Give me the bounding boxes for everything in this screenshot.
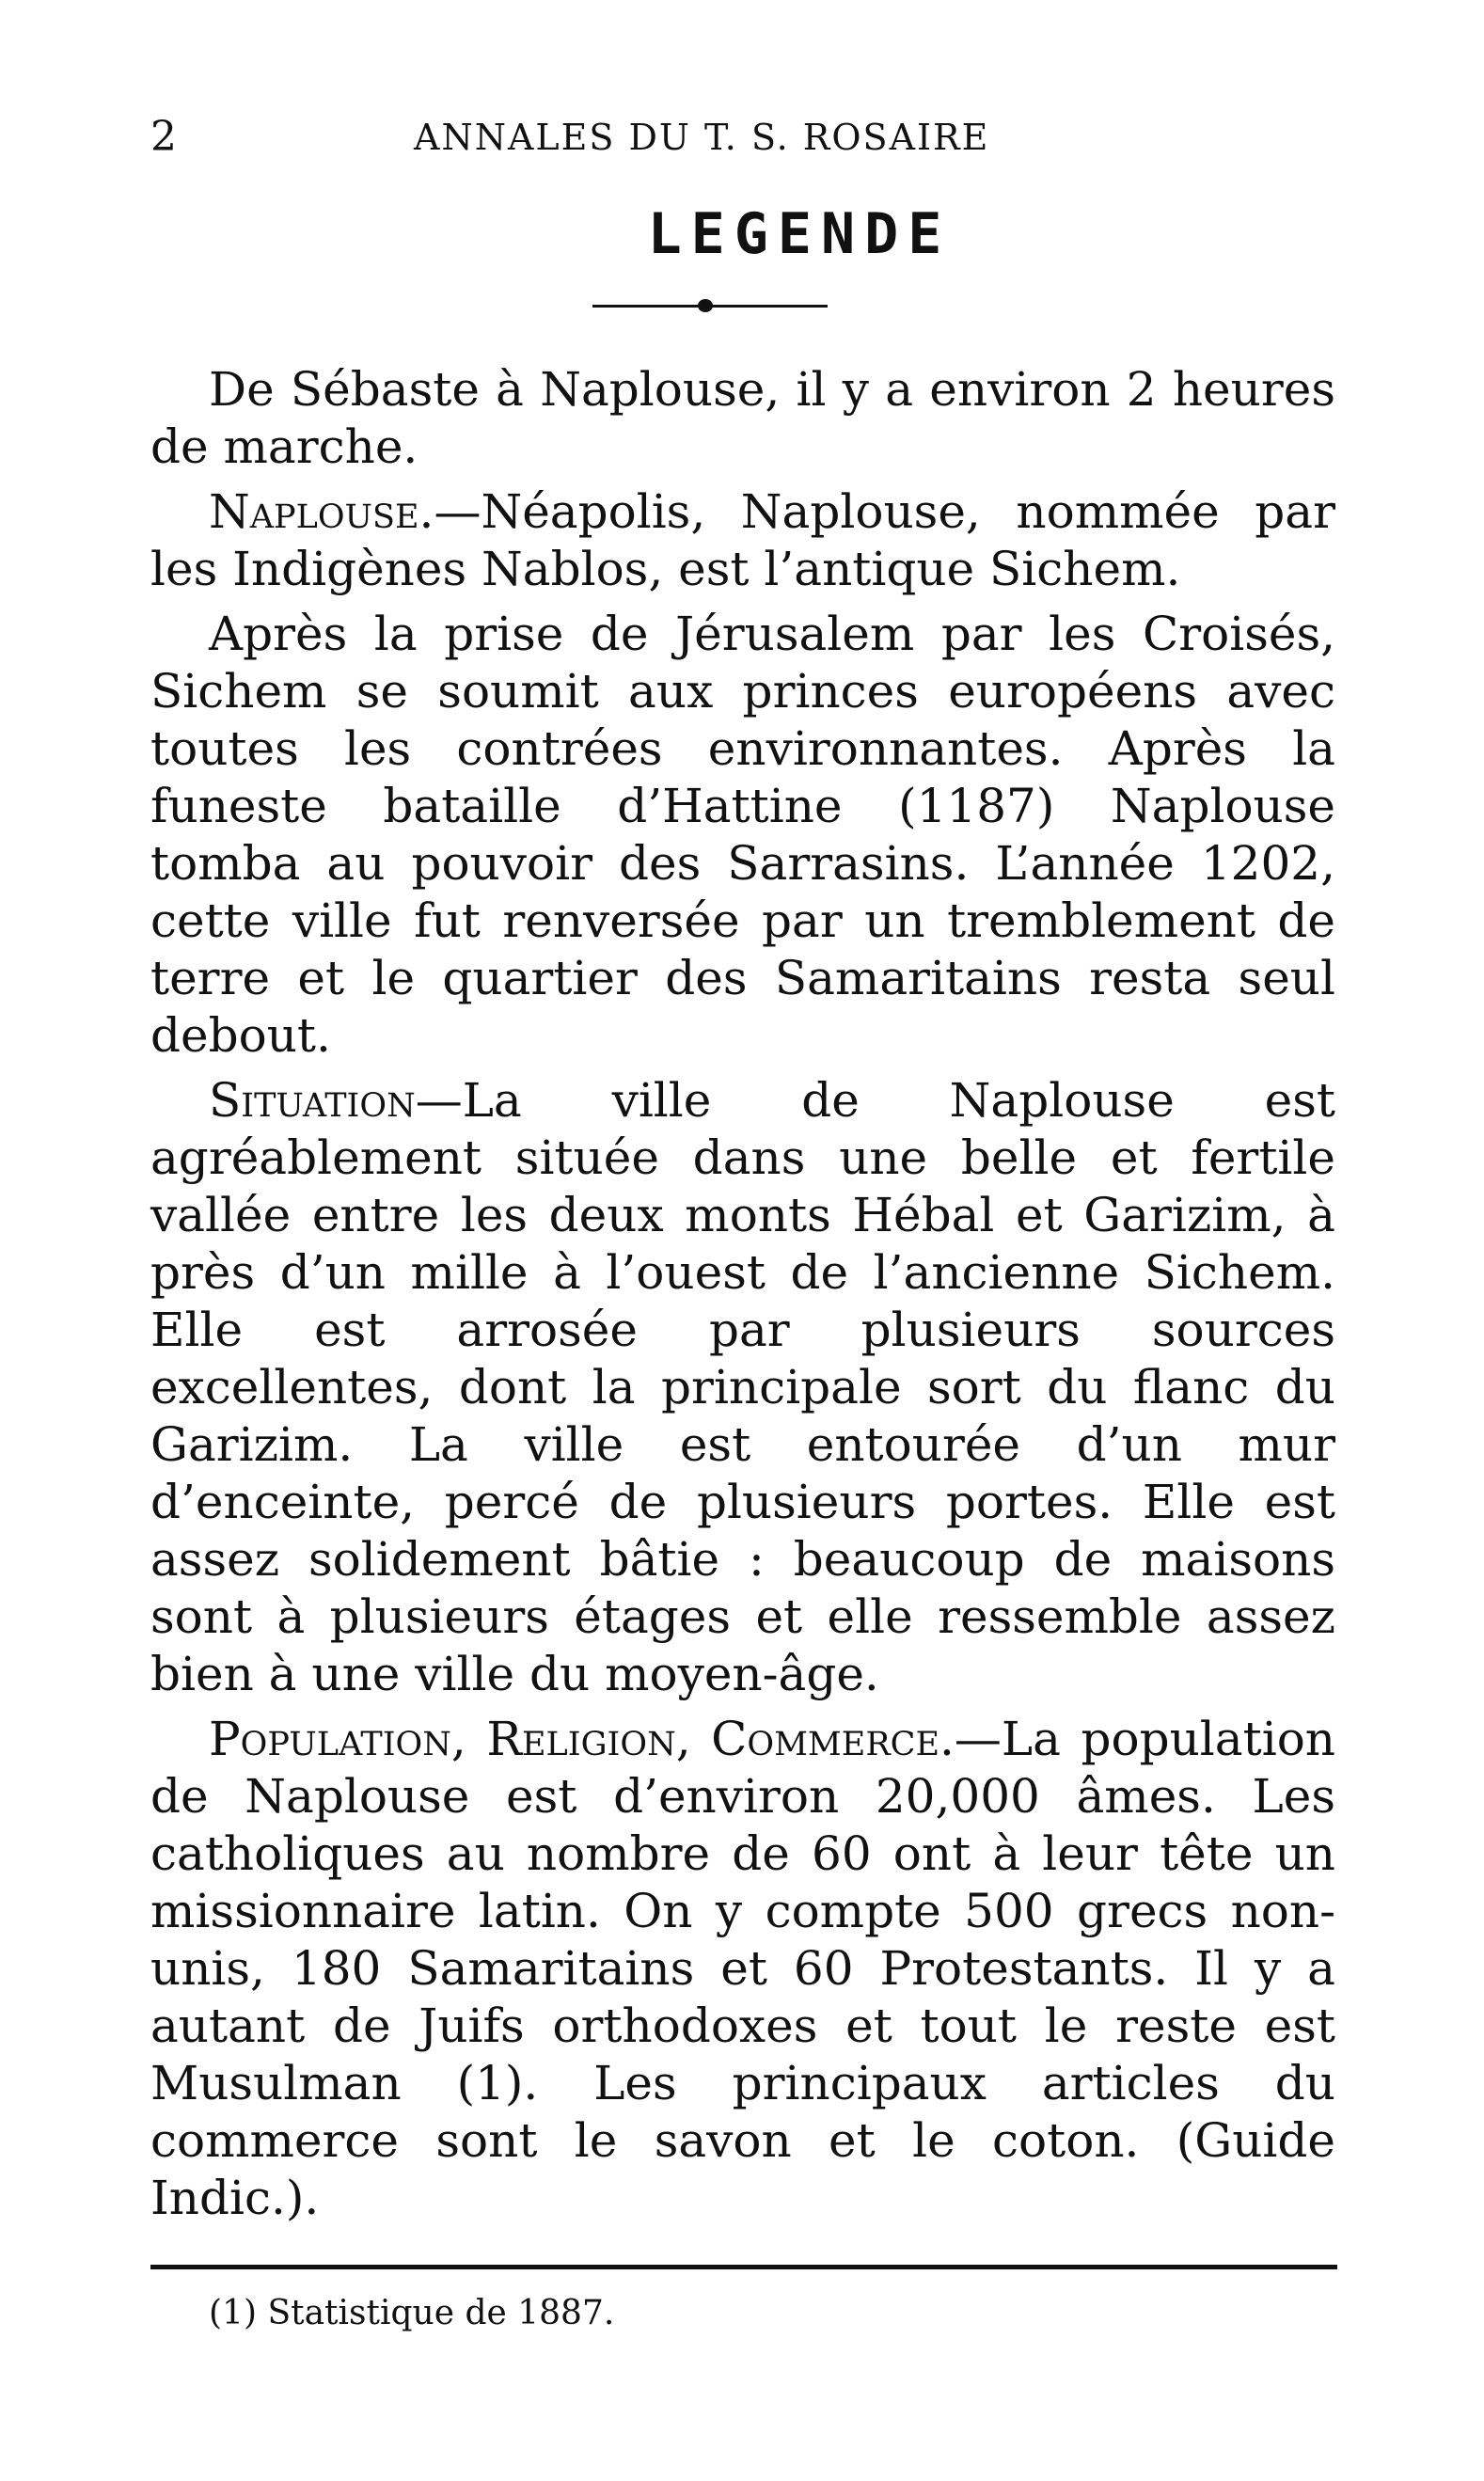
paragraph-lead: Population, Religion, Commerce. [209,1712,955,1766]
footnote: (1) Statistique de 1887. [209,2294,615,2332]
running-title: ANNALES DU T. S. ROSAIRE [414,117,990,158]
paragraph-situation [150,1072,1335,1703]
paragraph-naplouse [150,483,1335,598]
paragraph-lead: Naplouse. [209,484,434,539]
paragraph-text: —La ville de Naplouse est agréablement située dans une belle et fertile vallée entre les deux monts Hébal et Garizim, à près d’un mille à l’ouest de l’ancienne Sichem. Elle est arrosée par plusieurs sources excellentes, dont la principale sort du flanc du Garizim. La ville est entourée d’un mur d’enceinte, percé de plusieurs portes. Elle est assez solidement bâtie : beaucoup de maisons sont à plusieurs étages et elle ressemble assez bien à une ville du moyen-âge. [150,1073,1335,1701]
running-head [150,113,1335,169]
paragraph-text: De Sébaste à Naplouse, il y a environ 2 heures de marche. [150,362,1335,474]
title-ornament [592,299,828,312]
paragraph-history [150,606,1335,1065]
paragraph-lead: Situation [209,1073,416,1128]
page-number: 2 [150,113,179,161]
paragraph-intro [150,361,1335,476]
page [150,113,1335,2332]
ornament-dot [698,299,713,312]
paragraph-population [150,1711,1335,2227]
paragraph-text: —La population de Naplouse est d’environ 20,000 âmes. Les catholiques au nombre de 60 ont à leur tête un missionnaire latin. On y compte 500 grecs non-unis, 180 Samaritains et 60 Protestants. Il y a autant de Juifs orthodoxes et tout le reste est Musulman (1). Les principaux articles du commerce sont le savon et le coton. (Guide Indic.). [150,1712,1335,2225]
section-title: LEGENDE [647,201,952,267]
footnote-rule [150,2265,1337,2269]
paragraph-text: —Néapolis, Naplouse, nommée par les Indigènes Nablos, est l’antique Sichem. [150,484,1335,596]
body-text [150,361,1335,2227]
paragraph-text: Après la prise de Jérusalem par les Croisés, Sichem se soumit aux princes européens avec toutes les contrées environnantes. Après la funeste bataille d’Hattine (1187) Naplouse tomba au pouvoir des Sarrasins. L’année 1202, cette ville fut renversée par un tremblement de terre et le quartier des Samaritains resta seul debout. [150,607,1335,1063]
